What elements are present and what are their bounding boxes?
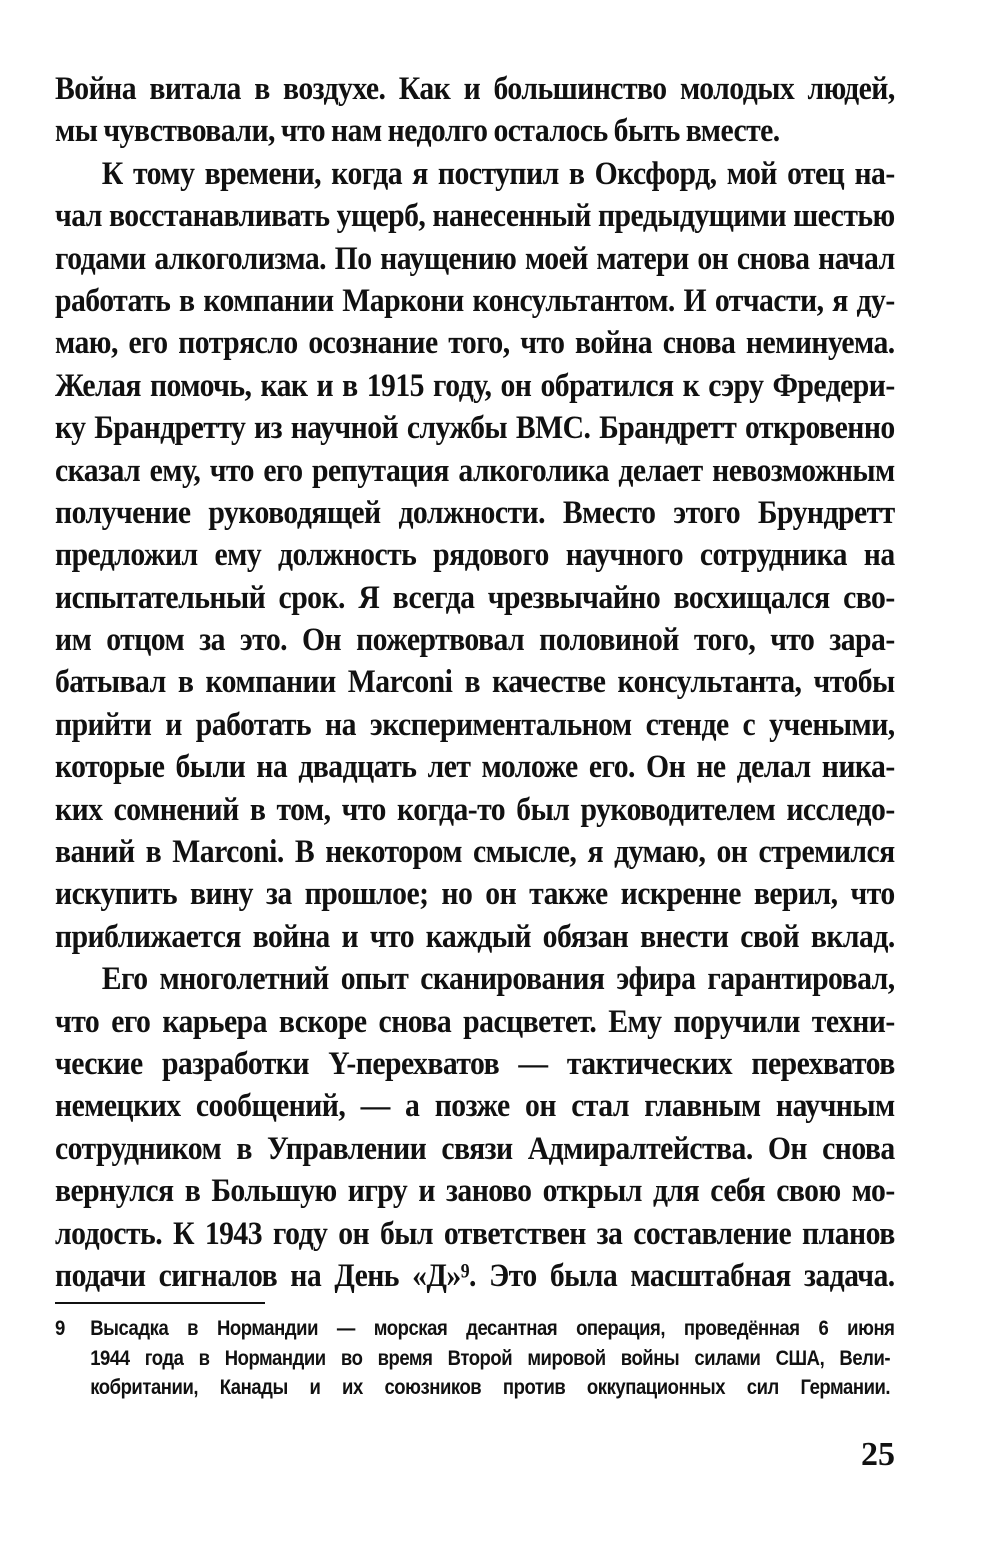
text-line: искупить вину за прошлое; но он также искренне верил, что [55,876,895,913]
text-line: сотрудником в Управлении связи Адмиралтейства. Он снова [55,1130,895,1167]
text-line: ваний в Marconi. В некотором смысле, я думаю, он стремился [55,834,895,871]
footnote-line: 1944 года в Нормандии во время Второй мировой войны силами США, Вели- [90,1346,891,1370]
footnote-line [55,1314,895,1344]
footnote-text: Высадка в Нормандии — морская десантная операция, проведённая 6 июня [90,1317,895,1340]
text-line: К тому времени, когда я поступил в Оксфорд, мой отец на- [101,155,895,192]
text-line: Война витала в воздухе. Как и большинство молодых людей, [55,71,895,107]
text-line: батывал в компании Marconi в качестве консультанта, чтобы [55,664,895,701]
footnote-divider [55,1302,265,1304]
text-line: годами алкоголизма. По наущению моей матери он снова начал [55,240,895,277]
text-line: Желая помочь, как и в 1915 году, он обратился к сэру Фредери- [55,367,895,404]
text-line: что его карьера вскоре снова расцветет. Ему поручили техни- [55,1003,895,1040]
text-line: которые были на двадцать лет моложе его. Он не делал ника- [55,749,895,786]
text-line: Его многолетний опыт сканирования эфира гарантировал, [101,961,895,998]
text-line: им отцом за это. Он пожертвовал половиной того, что зара- [55,622,895,659]
text-line: получение руководящей должности. Вместо этого Брундретт [55,494,895,531]
text-line: подачи сигналов на День «Д»⁹. Это была масштабная задача. [55,1257,895,1294]
text-line: вернулся в Большую игру и заново открыл для себя свою мо- [55,1173,895,1210]
text-line: мы чувствовали, что нам недолго осталось быть вместе. [55,113,780,150]
text-line: сказал ему, что его репутация алкоголика делает невозможным [55,452,895,489]
text-line: предложил ему должность рядового научного сотрудника на [55,537,895,574]
page-number: 25 [861,1436,895,1473]
text-line: работать в компании Маркони консультантом. И отчасти, я ду- [55,282,895,319]
footnote [55,1314,895,1403]
body-text [55,68,895,1297]
text-line: ческие разработки Y-перехватов — тактических перехватов [55,1045,895,1082]
text-line: ку Брандретту из научной службы ВМС. Брандретт откровенно [55,410,895,447]
text-line: приближается война и что каждый обязан внести свой вклад. [55,918,895,955]
text-line: прийти и работать на экспериментальном стенде с учеными, [55,706,895,743]
text-line: испытательный срок. Я всегда чрезвычайно восхищался сво- [55,579,895,616]
text-line: чал восстанавливать ущерб, нанесенный предыдущими шестью [55,198,895,235]
text-line: лодость. К 1943 году он был ответствен за составление планов [55,1215,895,1252]
text-line: немецких сообщений, — а позже он стал главным научным [55,1088,895,1125]
text-line: маю, его потрясло осознание того, что война снова неминуема. [55,325,895,362]
footnote-marker: 9 [55,1317,65,1340]
text-line: ких сомнений в том, что когда-то был руководителем исследо- [55,791,895,828]
footnote-line: кобритании, Канады и их союзников против оккупационных сил Германии. [90,1376,891,1399]
